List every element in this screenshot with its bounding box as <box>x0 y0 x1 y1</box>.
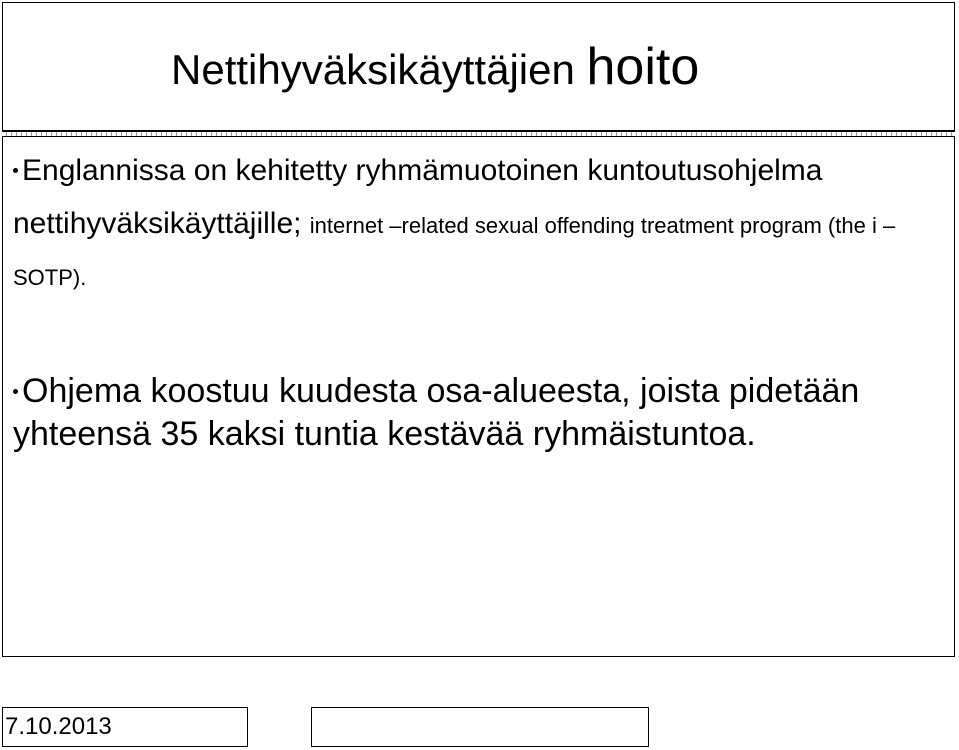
bullet-item-2 <box>13 370 943 455</box>
title-placeholder <box>2 2 955 131</box>
bullet-dot-icon <box>13 389 18 394</box>
slide-title-main: Nettihyväksikäyttäjien <box>171 46 587 93</box>
content-placeholder <box>2 137 955 657</box>
footer-placeholder <box>311 707 649 747</box>
bullet-1-text: Englannissa on kehitetty ryhmämuotoinen kuntoutusohjelma nettihyväksikäyttäjille; <box>13 154 823 240</box>
bullet-dot-icon <box>13 168 18 173</box>
footer-date: 7.10.2013 <box>2 707 248 747</box>
slide-title <box>171 38 700 96</box>
bullet-item-1 <box>13 145 943 303</box>
slide-title-end: hoito <box>586 38 700 96</box>
bullet-1-small-text: internet –related sexual offending treatment program (the i –SOTP). <box>13 212 896 290</box>
bullet-2-text: Ohjema koostuu kuudesta osa-alueesta, joista pidetään yhteensä 35 kaksi tuntia kestävää ryhmäistuntoa. <box>13 372 860 453</box>
